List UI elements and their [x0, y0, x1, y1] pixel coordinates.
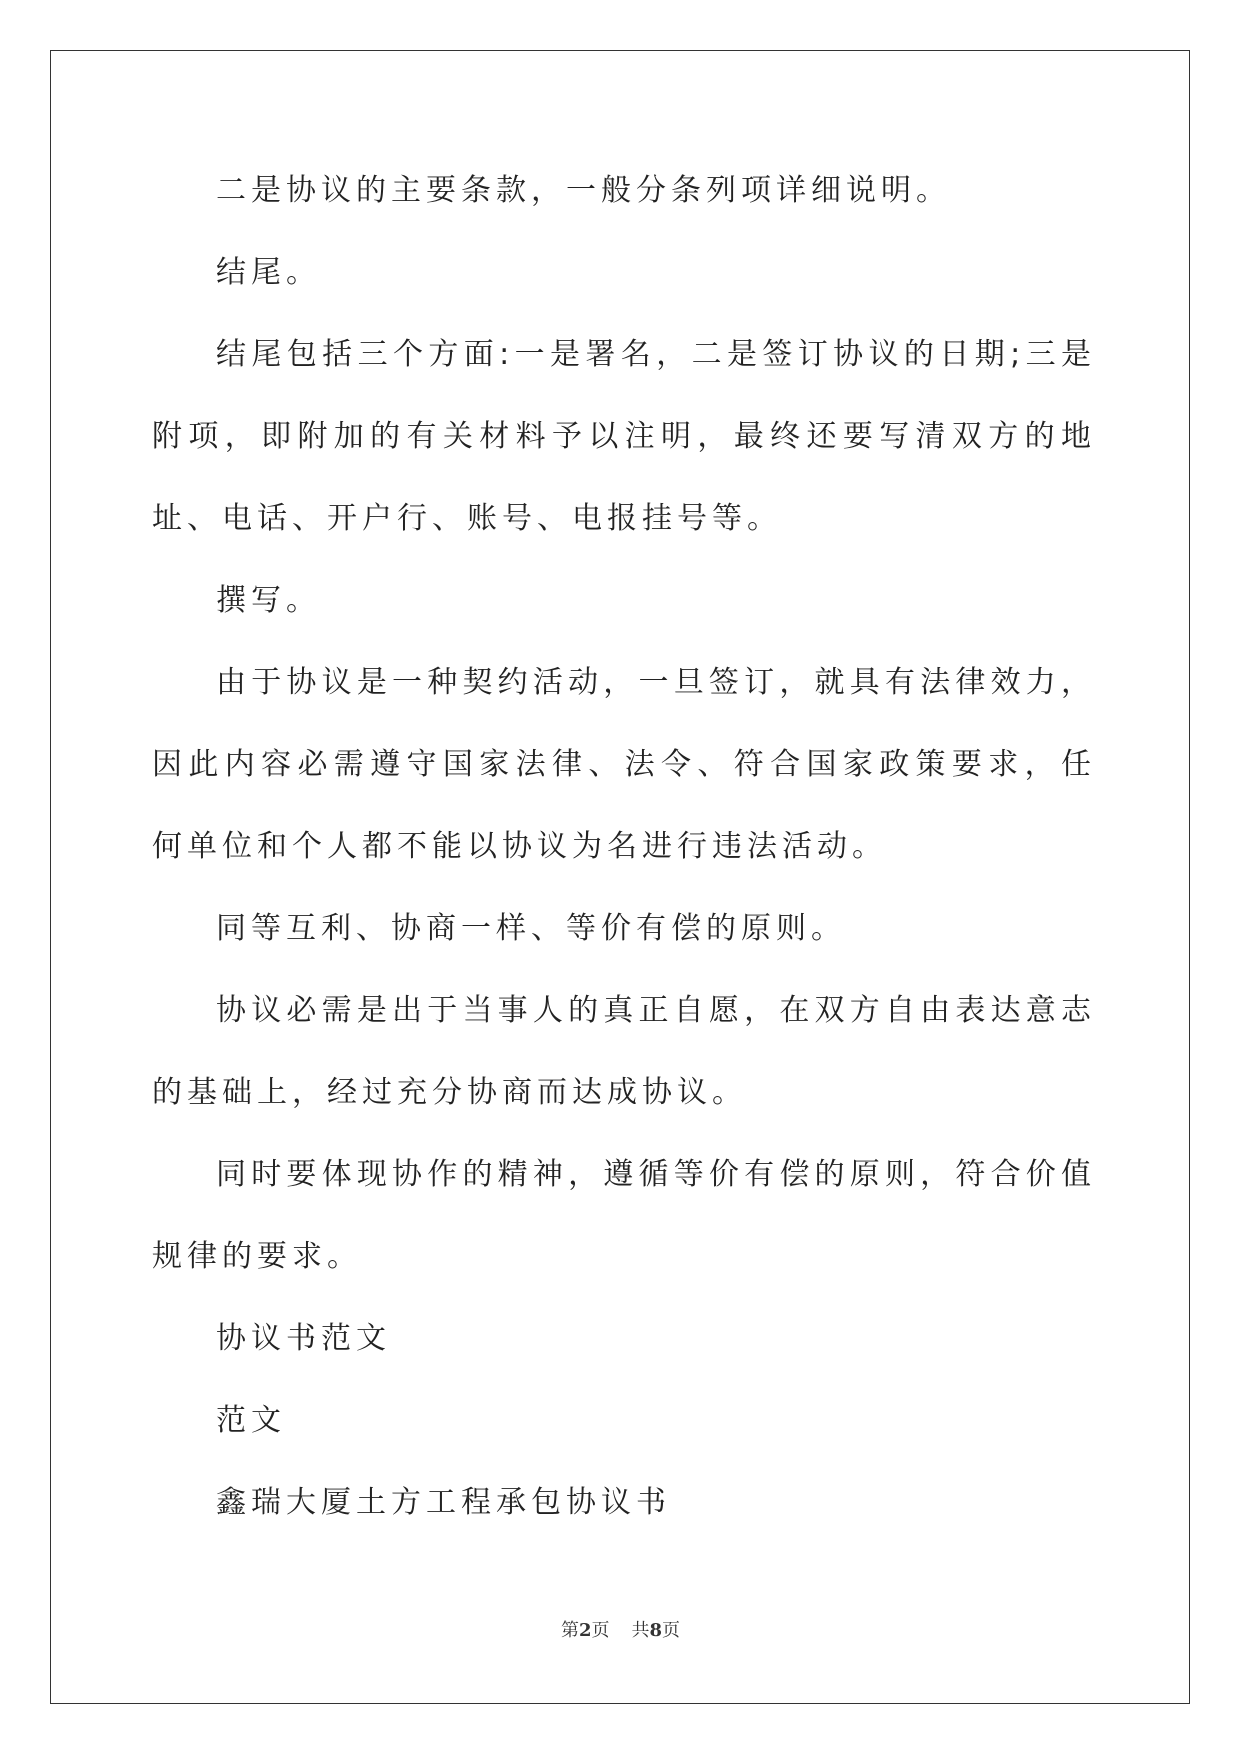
paragraph-legal-effect: 由于协议是一种契约活动，一旦签订，就具有法律效力，因此内容必需遵守国家法律、法令、符合国家政策要求，任何单位和个人都不能以协议为名进行违法活动。: [152, 665, 1096, 864]
paragraph-principle: 同等互利、协商一样、等价有偿的原则。: [216, 911, 846, 946]
paragraph-sample-label: 范文: [216, 1403, 286, 1438]
total-pages-number: 8: [649, 1620, 663, 1641]
total-suffix: 页: [662, 1620, 681, 1641]
paragraph-ending-heading: 结尾。: [216, 255, 321, 290]
paragraph-cooperation: 同时要体现协作的精神，遵循等价有偿的原则，符合价值规律的要求。: [152, 1157, 1096, 1274]
paragraph-agreement-title: 鑫瑞大厦土方工程承包协议书: [216, 1485, 671, 1520]
paragraph-sample-heading: 协议书范文: [216, 1321, 391, 1356]
paragraph-writing-heading: 撰写。: [216, 583, 321, 618]
paragraph-voluntary: 协议必需是出于当事人的真正自愿，在双方自由表达意志的基础上，经过充分协商而达成协议。: [152, 993, 1096, 1110]
page-prefix: 第: [560, 1620, 579, 1641]
paragraph-ending-details: 结尾包括三个方面:一是署名，二是签订协议的日期;三是附项，即附加的有关材料予以注明，最终还要写清双方的地址、电话、开户行、账号、电报挂号等。: [152, 337, 1096, 536]
paragraph-main-clauses: 二是协议的主要条款，一般分条列项详细说明。: [216, 173, 951, 208]
total-prefix: 共: [631, 1620, 650, 1641]
current-page-number: 2: [578, 1620, 592, 1641]
page-footer: [0, 1619, 1241, 1643]
page-suffix: 页: [591, 1620, 610, 1641]
document-body: [152, 150, 1096, 1544]
